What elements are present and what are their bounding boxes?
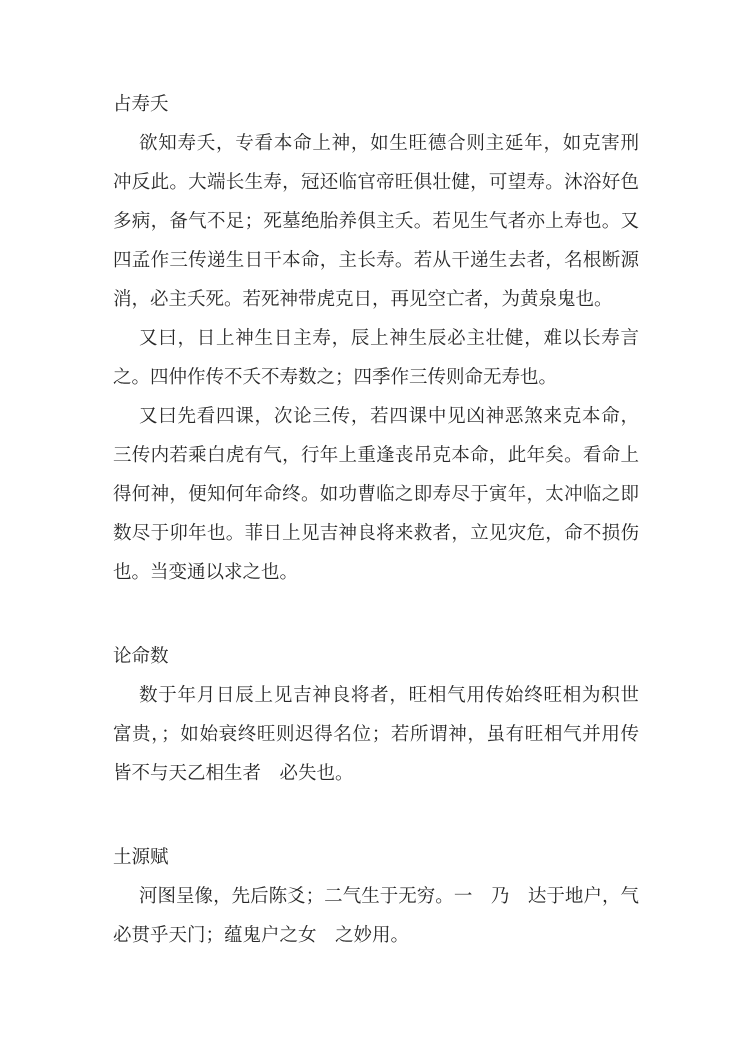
text-line: 又曰先看四课，次论三传，若四课中见凶神恶煞来克本命， [139,407,639,427]
text-line: 四孟作三传递生日干本命，主长寿。若从干递生去者，名根断源 [113,251,639,271]
text-line: 富贵，；如始衰终旺则迟得名位；若所谓神，虽有旺相气并用传 [113,725,639,745]
text-line: 必贯乎天门；蕴鬼户之女 之妙用。 [113,926,410,946]
text-line: 又曰，日上神生日主寿，辰上神生辰必主壮健，难以长寿言 [139,329,639,349]
section-heading: 土源赋 [113,848,169,868]
paragraph [113,125,639,320]
document-section [113,638,639,794]
text-line: 消，必主夭死。若死神带虎克日，再见空亡者，为黄泉鬼也。 [113,290,613,310]
section-heading: 占寿夭 [113,95,169,115]
text-line: 也。当变通以求之也。 [113,563,299,583]
text-line: 河图呈像，先后陈爻；二气生于无穷。一 乃 达于地户，气 [139,887,639,907]
text-line: 之。四仲作传不夭不寿数之；四季作三传则命无寿也。 [113,368,558,388]
document-section [113,86,639,593]
text-line: 数于年月日辰上见吉神良将者，旺相气用传始终旺相为积世 [139,686,639,706]
paragraph [113,320,639,398]
text-line: 皆不与天乙相生者 必失也。 [113,764,354,784]
paragraph [113,398,639,593]
text-line: 得何神，便知何年命终。如功曹临之即寿尽于寅年，太冲临之即 [113,485,639,505]
text-line: 冲反此。大端长生寿，冠还临官帝旺俱壮健，可望寿。沐浴好色 [113,173,639,193]
paragraph [113,878,639,956]
text-line: 多病，备气不足；死墓绝胎养俱主夭。若见生气者亦上寿也。又 [113,212,639,232]
document-section [113,839,639,956]
text-line: 三传内若乘白虎有气，行年上重逢丧吊克本命，此年矣。看命上 [113,446,639,466]
text-line: 数尽于卯年也。菲日上见吉神良将来救者，立见灾危，命不损伤 [113,524,639,544]
text-line: 欲知寿夭，专看本命上神，如生旺德合则主延年，如克害刑 [139,134,639,154]
section-heading: 论命数 [113,647,169,667]
paragraph [113,677,639,794]
text-block [113,86,639,956]
